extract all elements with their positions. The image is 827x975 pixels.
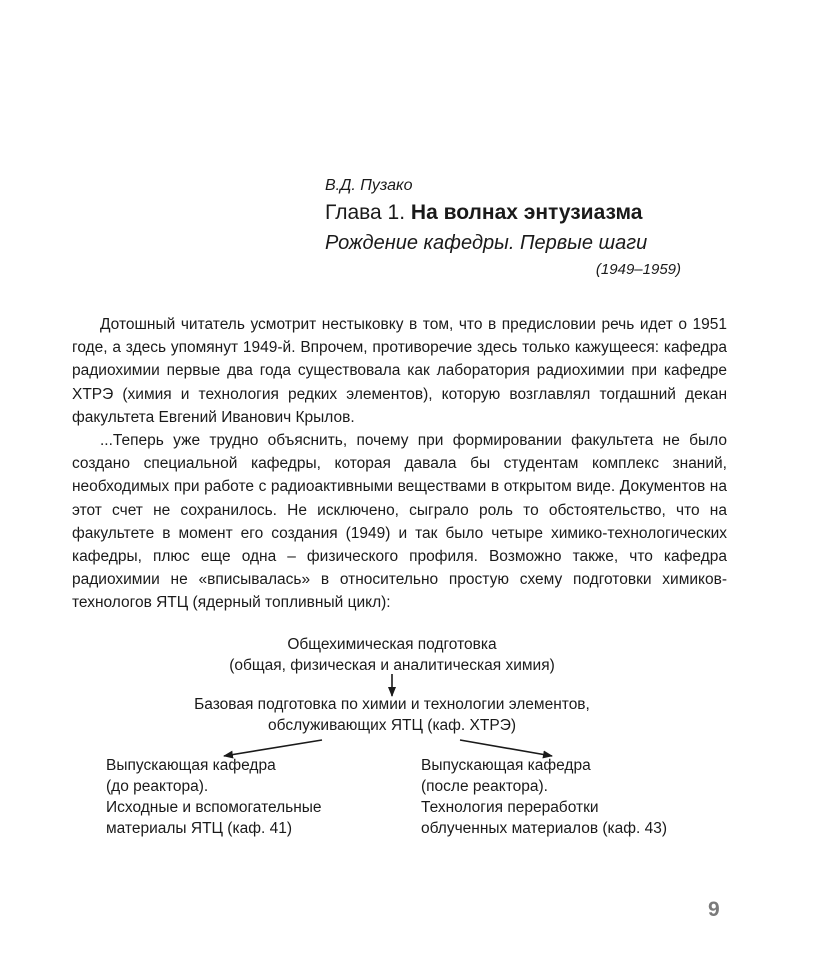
chapter-title [325, 198, 705, 228]
box-line: материалы ЯТЦ (каф. 41) [106, 820, 292, 837]
paragraph-2: ...Теперь уже трудно объяснить, почему при формировании факультета не было создано специальной кафедры, которая давала бы студентам комплекс знаний, необходимых при работе с радиоактивными веществами в открытом виде. Документов на этот счет не сохранилось. Не исключено, сыграло роль то обстоятельство, что на факультете в момент его создания (1949) и так было четыре химико-технологических кафедры, плюс еще одна – физического профиля. Возможно также, что кафедра радиохимии не «вписывалась» в относительно простую схему подготовки химиков-технологов ЯТЦ (ядерный топливный цикл): [72, 432, 727, 612]
box-line: Выпускающая кафедра [106, 757, 276, 774]
box-line: Общехимическая подготовка [287, 636, 497, 653]
body-text [72, 313, 727, 615]
box-line: (после реактора). [421, 778, 548, 795]
general-chemistry-box [170, 634, 614, 676]
post-reactor-department-box [421, 755, 731, 839]
box-line: Технология переработки [421, 799, 599, 816]
arrow-left [224, 740, 322, 756]
author-name: В.Д. Пузако [325, 177, 413, 194]
chapter-title-bold: На волнах энтузиазма [410, 201, 643, 224]
chapter-years: (1949–1959) [595, 261, 681, 278]
page-number: 9 [708, 898, 720, 921]
box-line: Выпускающая кафедра [421, 757, 591, 774]
box-line: (до реактора). [106, 778, 209, 795]
box-line: (общая, физическая и аналитическая химия) [229, 657, 555, 674]
box-line: облученных материалов (каф. 43) [421, 820, 668, 837]
box-line: Базовая подготовка по химии и технологии элементов, [194, 696, 590, 713]
paragraph-1: Дотошный читатель усмотрит нестыковку в том, что в предисловии речь идет о 1951 годе, а здесь упомянут 1949-й. Впрочем, противоречие здесь только кажущееся: кафедра радиохимии первые два года существовала как лаборатория радиохимии при кафедре ХТРЭ (химия и технология редких элементов), которую возглавлял тогдашний декан факультета Евгений Иванович Крылов. [72, 316, 727, 426]
chapter-prefix: Глава 1. [325, 201, 406, 224]
box-line: Исходные и вспомогательные [106, 799, 322, 816]
arrow-right [460, 740, 552, 756]
chapter-subtitle: Рождение кафедры. Первые шаги [325, 232, 648, 254]
chapter-heading [325, 174, 705, 282]
basic-training-box [130, 694, 654, 736]
training-scheme-diagram [0, 634, 827, 854]
box-line: обслуживающих ЯТЦ (каф. ХТРЭ) [268, 717, 516, 734]
pre-reactor-department-box [106, 755, 396, 839]
